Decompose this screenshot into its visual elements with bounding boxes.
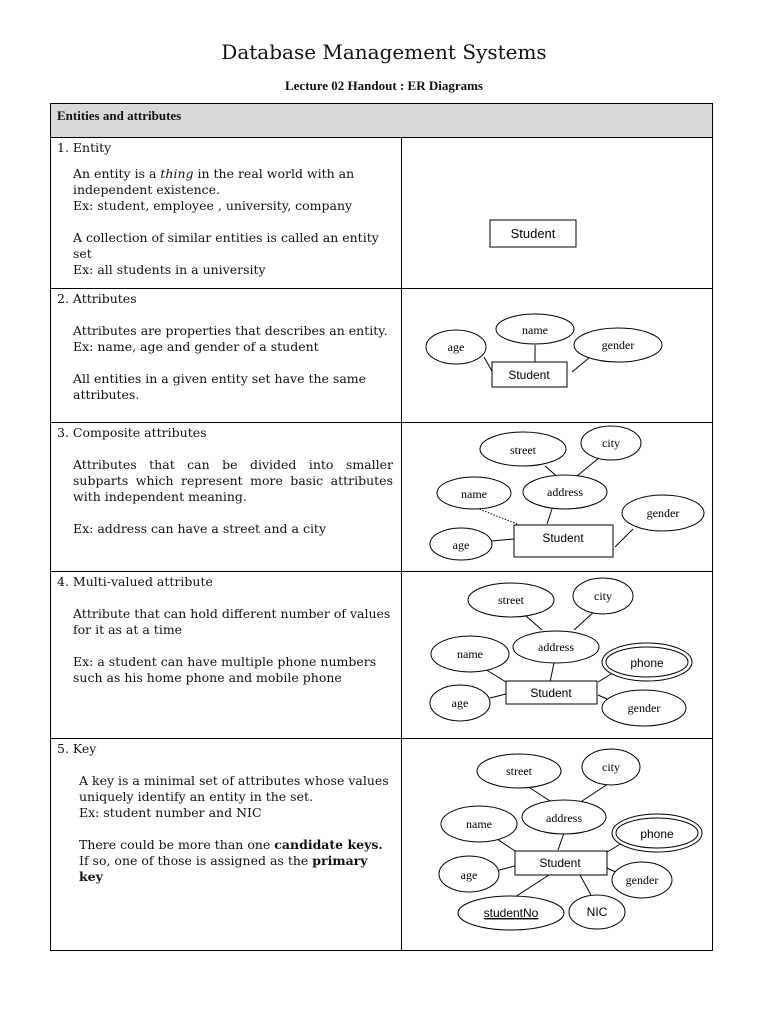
table-header <box>51 104 713 138</box>
link-line <box>526 616 542 630</box>
def-post: in the real world with an independent existence. <box>73 166 355 197</box>
link-line <box>572 358 589 372</box>
example-text: Ex: name, age and gender of a student <box>73 339 319 354</box>
attr-label: age <box>451 696 469 710</box>
link-line <box>558 833 564 850</box>
er-diagram-composite <box>402 423 712 571</box>
attr-label: NIC <box>586 905 608 919</box>
diagram-cell <box>402 289 713 423</box>
attr-label: gender <box>646 506 680 520</box>
link-line <box>515 875 549 897</box>
attr-label: age <box>460 868 478 882</box>
entity-label: Student <box>542 531 584 545</box>
link-line <box>615 529 633 547</box>
attr-label: name <box>466 817 492 831</box>
text-line: A key is a minimal set of attributes whose values uniquely identify an entity in the set. <box>79 773 389 804</box>
multivalued-text: Attribute that can hold different number of values for it as at a time <box>73 606 391 637</box>
def-emphasis: thing <box>160 166 194 181</box>
section-text <box>51 289 402 423</box>
section-heading: 3. Composite attributes <box>57 425 207 440</box>
example-text: Ex: student number and NIC <box>79 805 262 820</box>
attributes-text <box>73 323 393 355</box>
definition-text <box>73 166 393 214</box>
section-heading: 4. Multi-valued attribute <box>57 574 213 589</box>
def-pre: An entity is a <box>73 166 161 181</box>
attr-label: gender <box>627 701 661 715</box>
attr-label: age <box>447 340 465 354</box>
table-header-label: Entities and attributes <box>57 108 182 123</box>
attr-label: city <box>602 760 620 774</box>
attr-label: name <box>522 323 548 337</box>
er-diagram-key <box>402 739 712 950</box>
attr-label: address <box>546 811 582 825</box>
attr-label: name <box>457 647 483 661</box>
key-text <box>79 773 393 821</box>
candidate-keys-term: candidate keys. <box>274 837 383 852</box>
er-diagram-entity <box>402 138 712 288</box>
link-line <box>550 663 554 682</box>
attr-label: phone <box>630 656 664 670</box>
diagram-cell <box>402 572 713 739</box>
attr-label: street <box>510 443 536 457</box>
link-line <box>499 866 515 870</box>
key-attr-label: studentNo <box>483 906 539 920</box>
set-example: Ex: all students in a university <box>73 262 266 277</box>
attr-label: city <box>594 589 612 603</box>
example-text: Ex: student, employee , university, company <box>73 198 353 213</box>
er-diagram-attributes <box>402 289 712 422</box>
link-line <box>577 457 600 476</box>
entity-label: Student <box>530 686 572 700</box>
link-line <box>474 507 522 526</box>
section-heading: 5. Key <box>57 741 97 756</box>
attributes-note: All entities in a given entity set have the same attributes. <box>73 371 367 402</box>
attr-label: city <box>602 436 620 450</box>
section-text <box>51 572 402 739</box>
entity-label: Student <box>508 368 550 382</box>
primary-key-term: primary key <box>79 853 368 884</box>
section-text <box>51 739 402 951</box>
attr-label: address <box>538 640 574 654</box>
diagram-cell <box>402 739 713 951</box>
candidate-key-text <box>79 837 393 885</box>
link-line <box>485 669 506 682</box>
entity-label: Student <box>510 226 556 241</box>
link-line <box>490 694 506 698</box>
link-line <box>580 875 591 895</box>
text-line: If so, one of those is assigned as the <box>79 853 313 868</box>
attr-label: phone <box>640 827 674 841</box>
section-entity <box>51 138 713 289</box>
attr-label: age <box>452 538 470 552</box>
content-table <box>50 103 713 951</box>
section-composite <box>51 423 713 572</box>
attr-label: address <box>547 485 583 499</box>
link-line <box>527 786 550 801</box>
text-line: Attributes are properties that describes an entity. <box>73 323 388 338</box>
diagram-cell <box>402 138 713 289</box>
text-line: There could be more than one <box>79 837 275 852</box>
attr-label: name <box>461 487 487 501</box>
attr-label: gender <box>625 873 659 887</box>
section-heading: 2. Attributes <box>57 291 137 306</box>
page-title: Database Management Systems <box>221 40 547 64</box>
page-subtitle: Lecture 02 Handout : ER Diagrams <box>284 78 483 93</box>
section-text <box>51 138 402 289</box>
entity-set-text <box>73 230 393 278</box>
example-text: Ex: a student can have multiple phone numbers such as his home phone and mobile phone <box>73 654 377 685</box>
section-key <box>51 739 713 951</box>
composite-text: Attributes that can be divided into smaller subparts which represent more basic attributes with independent meaning. <box>73 457 393 504</box>
attr-label: street <box>498 593 524 607</box>
set-text: A collection of similar entities is called an entity set <box>73 230 379 261</box>
section-multivalued <box>51 572 713 739</box>
er-diagram-multivalued <box>402 572 712 738</box>
section-attributes <box>51 289 713 423</box>
link-line <box>491 539 514 541</box>
section-text <box>51 423 402 572</box>
attr-label: street <box>506 764 532 778</box>
example-text: Ex: address can have a street and a city <box>73 521 327 536</box>
attr-label: gender <box>601 338 635 352</box>
link-line <box>547 509 552 524</box>
section-heading: 1. Entity <box>57 140 112 155</box>
diagram-cell <box>402 423 713 572</box>
entity-label: Student <box>539 856 581 870</box>
